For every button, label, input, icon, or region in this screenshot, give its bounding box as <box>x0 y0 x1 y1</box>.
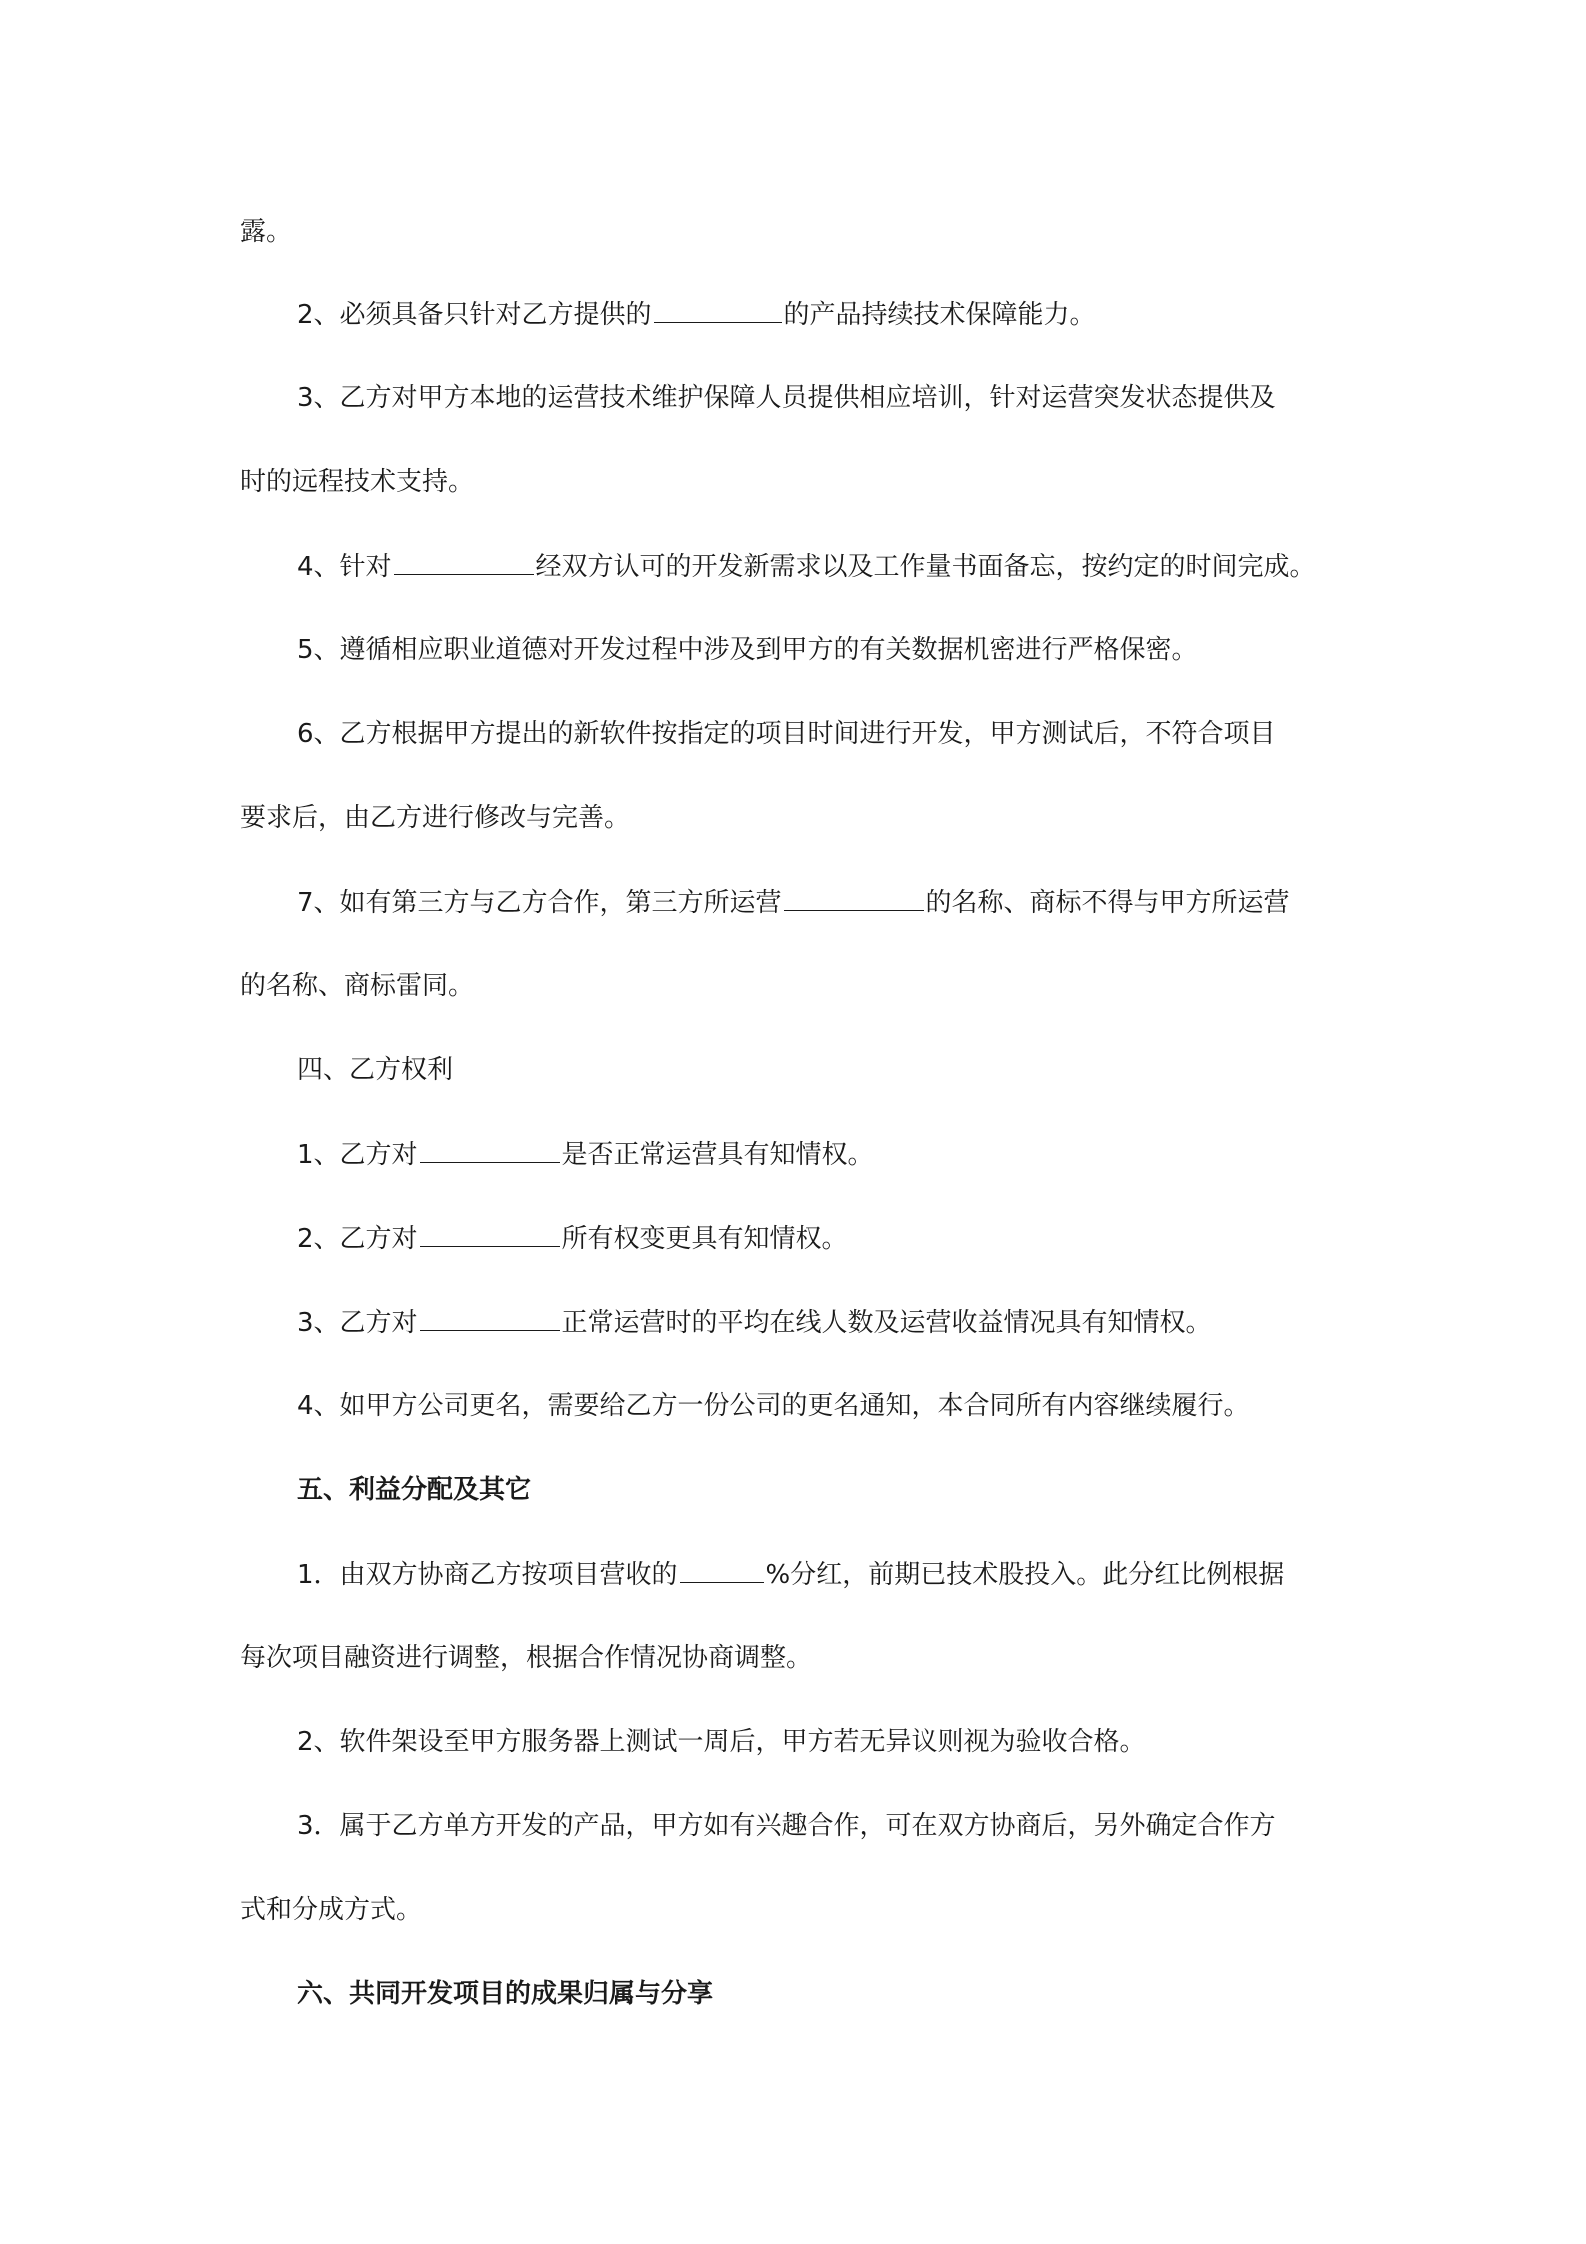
paragraph-line <box>240 798 1360 838</box>
text: 五、利益分配及其它 <box>297 1475 532 1505</box>
text: 的产品持续技术保障能力。 <box>783 300 1096 330</box>
paragraph-line <box>297 378 1360 418</box>
fill-in-blank <box>420 1218 560 1247</box>
section-heading <box>297 1050 1360 1090</box>
section-heading <box>297 1470 1360 1510</box>
text: 1、乙方对 <box>297 1140 418 1170</box>
paragraph-line <box>297 1554 1360 1595</box>
paragraph-line <box>240 1638 1360 1678</box>
paragraph-line <box>240 1890 1360 1930</box>
paragraph-line <box>240 462 1360 502</box>
text: 3、乙方对甲方本地的运营技术维护保障人员提供相应培训，针对运营突发状态提供及 <box>297 383 1276 413</box>
section-heading <box>297 1974 1360 2014</box>
text: 4、如甲方公司更名，需要给乙方一份公司的更名通知，本合同所有内容继续履行。 <box>297 1391 1250 1421</box>
fill-in-blank <box>680 1554 764 1583</box>
paragraph-line <box>297 1722 1360 1762</box>
text: 3．属于乙方单方开发的产品，甲方如有兴趣合作，可在双方协商后，另外确定合作方 <box>297 1811 1276 1841</box>
paragraph-line <box>297 882 1360 923</box>
paragraph-line <box>297 1386 1360 1426</box>
paragraph-line <box>240 966 1360 1006</box>
text: 7、如有第三方与乙方合作，第三方所运营 <box>297 888 782 918</box>
text: 四、乙方权利 <box>297 1055 454 1085</box>
text: 2、必须具备只针对乙方提供的 <box>297 300 652 330</box>
text: 要求后，由乙方进行修改与完善。 <box>240 803 631 833</box>
text: 5、遵循相应职业道德对开发过程中涉及到甲方的有关数据机密进行严格保密。 <box>297 635 1198 665</box>
text: 6、乙方根据甲方提出的新软件按指定的项目时间进行开发，甲方测试后，不符合项目 <box>297 719 1276 749</box>
text: 是否正常运营具有知情权。 <box>561 1140 874 1170</box>
text: 的名称、商标雷同。 <box>240 971 475 1001</box>
fill-in-blank <box>784 882 924 911</box>
paragraph-line <box>297 1806 1360 1846</box>
fill-in-blank <box>420 1302 560 1331</box>
text: 时的远程技术支持。 <box>240 467 475 497</box>
text: 所有权变更具有知情权。 <box>561 1224 848 1254</box>
text: 1．由双方协商乙方按项目营收的 <box>297 1560 678 1590</box>
text: 露。 <box>240 217 293 247</box>
text: %分红，前期已技术股投入。此分红比例根据 <box>765 1560 1285 1590</box>
paragraph-line <box>297 1218 1360 1259</box>
paragraph-line <box>297 714 1360 754</box>
paragraph-line <box>297 1134 1360 1175</box>
fill-in-blank <box>654 294 782 323</box>
fill-in-blank <box>394 546 534 575</box>
text: 3、乙方对 <box>297 1308 418 1338</box>
paragraph-line <box>297 546 1360 587</box>
text: 式和分成方式。 <box>240 1895 423 1925</box>
paragraph-line <box>297 294 1360 335</box>
text: 2、软件架设至甲方服务器上测试一周后，甲方若无异议则视为验收合格。 <box>297 1727 1146 1757</box>
paragraph-line <box>240 212 1360 252</box>
paragraph-line <box>297 630 1360 670</box>
text: 每次项目融资进行调整，根据合作情况协商调整。 <box>240 1643 813 1673</box>
text: 4、针对 <box>297 552 392 582</box>
text: 经双方认可的开发新需求以及工作量书面备忘，按约定的时间完成。 <box>535 552 1316 582</box>
text: 的名称、商标不得与甲方所运营 <box>925 888 1290 918</box>
text: 六、共同开发项目的成果归属与分享 <box>297 1979 714 2009</box>
text: 正常运营时的平均在线人数及运营收益情况具有知情权。 <box>561 1308 1212 1338</box>
text: 2、乙方对 <box>297 1224 418 1254</box>
paragraph-line <box>297 1302 1360 1343</box>
fill-in-blank <box>420 1134 560 1163</box>
